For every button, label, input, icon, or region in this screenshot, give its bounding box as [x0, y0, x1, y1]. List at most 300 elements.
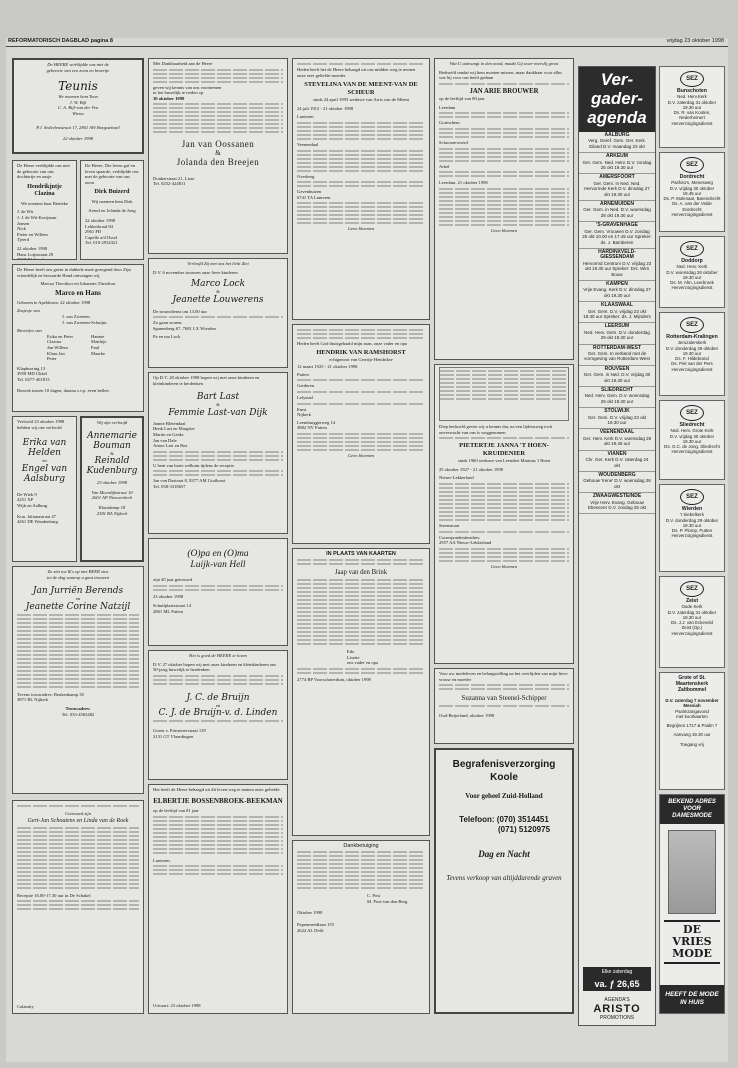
agenda-item-details: Ger. Gem. in Ned. D.V. vrijdag 30 okt 19.30 uur [583, 372, 651, 383]
text: Geen bloemen [490, 227, 518, 233]
address: Groen v. Prinstererstraat 139 [153, 728, 206, 734]
sez-line: 19.30 uur [682, 438, 702, 444]
sez-line: D.V. donderdag 29 oktober [665, 517, 719, 523]
text: Aanvang 19.30 uur [673, 732, 711, 738]
place: Schoonrewoerd [439, 140, 468, 146]
text: Pa en ma Lock [153, 333, 181, 339]
sez-line: D.V. zaterdag 31 oktober [667, 609, 717, 615]
agenda-item-details: Chr. Ger. Kerk D.V. zaterdag 24 okt [585, 457, 649, 468]
text: J. van Zweeten-Schuijm [62, 319, 107, 325]
notice-in-plaats-van-kaarten [292, 548, 430, 836]
text: sinds 24 april 1993 weduwe van Arris van de Meent [313, 97, 409, 103]
text: C. A. Bijl-van der Ven [57, 105, 99, 111]
company-name: Begrafenisverzorging Koole [452, 759, 556, 783]
name: Jaap van den Brink [334, 569, 388, 577]
text: Jan Willem [47, 344, 68, 350]
phone: Tel. 0477-401813 [17, 376, 50, 382]
text: sinds 1960 weduwe van Leendert Marinus 't Hoen [457, 458, 551, 464]
announcement-jan-jeanette [12, 566, 144, 794]
deceased-name: PIETERTJE JANNA 'T HOEN-KRUIDENIER [459, 442, 549, 458]
announcement-jan-jolanda [148, 58, 288, 254]
sez-line: Herverzoigingsdienst [671, 630, 713, 636]
text: D.V. zaterdag 7 november [665, 698, 719, 703]
name: Suzanna van Steenel-Schipper [461, 694, 547, 703]
title: (O)pa en (O)ma [187, 549, 249, 559]
text: Jannie Bleiendaal [153, 420, 186, 426]
address: Klapburring 13 [17, 365, 46, 371]
text: & [215, 149, 221, 158]
place: Veenendaal [297, 141, 319, 147]
address: 2624 AL Delft [297, 927, 324, 933]
text: Zo ziet uw Ik's op met BEER zien [47, 569, 109, 574]
date: Oktober 1998 [297, 910, 323, 916]
agenda-item-place: HARDINXVELD-GIESSENDAM [598, 248, 636, 261]
child-name: Hendrikjntje Clazina [27, 182, 62, 198]
address: Kon. Julianastraat 47 [17, 513, 56, 519]
agenda-item-details: Ned. Herv. Gem. D.V. woensdag 28 okt 19.30 uur [584, 393, 650, 404]
agenda-bottom-1: Elke zaterdag [583, 967, 651, 977]
announcement-teunis [12, 58, 144, 154]
date: 22 oktober 1998 [85, 218, 116, 224]
agenda-item-place: AALBURG [604, 132, 630, 138]
name: Jolanda den Breejen [176, 156, 260, 167]
text: ons vader en opa [347, 660, 378, 666]
text: Het is goed de HEERE te loven [189, 653, 247, 658]
text: Hannie [91, 333, 105, 339]
sez-logo-icon: SEZ [680, 489, 704, 505]
ad-de-vries-mode [659, 794, 725, 1014]
agenda-item [579, 302, 655, 323]
sez-line: Ds. R. van Kooten, Nederhemert [673, 110, 711, 121]
text: Op D.V. 28 oktober 1998 hopen wij met onze kinderen en kleinkinderen te herdenken [153, 375, 260, 386]
text: en [75, 596, 81, 602]
name: C. J. de Bruijn-v. d. Linden [158, 708, 278, 719]
sez-line: Ned. Herv. Kerk [676, 264, 708, 270]
text: U bent van harte welkom tijdens de receptie [153, 462, 234, 468]
announcement-erika-engel [12, 416, 77, 562]
sez-line: Herverzoigingsdienst [671, 120, 713, 126]
announcement-marco-hans [12, 264, 144, 412]
date: 22 oktober 1998 [62, 136, 94, 142]
agenda-item-place: ZWAAGWESTEINDE [592, 493, 642, 500]
name: Erika van Helden [22, 438, 67, 459]
place: Overberg [297, 173, 315, 179]
sez-line: Ds. P. Molenaar, Barendrecht [663, 196, 721, 202]
text: De Heere verblijdde ons met de geboorte van ons dochtertje en zusje [17, 163, 70, 180]
text: Zo gaan wonen: [153, 320, 183, 326]
address: Van Moerdijkstraat 10 [91, 489, 133, 495]
sez-announcement [659, 484, 725, 572]
place: Gorinchem [439, 120, 460, 126]
address: 6741 TA Lunteren [297, 194, 331, 200]
text: Arend en Jolanda de Jong [88, 208, 136, 214]
text: De Heere, Die leven gaf en leven spaarde, verblijdde ons met de geboorte van ons zoon [85, 163, 139, 185]
text: Tjeerd [17, 237, 29, 243]
sez-place: Dordrecht [679, 174, 705, 180]
obituary-hendrik [292, 324, 430, 544]
obituary-elbertje [148, 784, 288, 1014]
agenda-item-details: Ger. Gem. In verband met de vormgeving van Rotterdam-West [584, 351, 650, 362]
names: Gert-Jan Schoutens en Linda van de Roek [27, 817, 129, 824]
address: Hans Lotjustraat 29 [17, 251, 54, 257]
text: Jansen [17, 220, 30, 226]
name: Jeanette Louwerens [172, 294, 264, 305]
text: echtgenoot van Gerritje Hendrikse [329, 356, 393, 362]
text: tot de dag waarop u gaat trouwen [46, 574, 110, 580]
ad-zaltbommel [659, 672, 725, 790]
agenda-item [579, 323, 655, 344]
sez-line: Dordrecht [682, 206, 702, 212]
dates: 25 oktober 1927 - 21 oktober 1998 [439, 466, 504, 472]
agenda-item [579, 472, 655, 493]
child-names: Marco en Hans [55, 288, 101, 297]
phone: (071) 5120975 [497, 825, 551, 834]
address: Lekkerkraal 84 [85, 223, 113, 229]
agenda-item-place: ROTTERDAM-WEST [592, 344, 642, 351]
agenda-item-place: STOLWIJK [604, 408, 630, 415]
agenda-item-place: KLAASWAAL [601, 302, 633, 309]
agenda-item [579, 153, 655, 174]
text: We noemen hem Teun [58, 94, 98, 100]
text: De Heere heeft ons gezin in dubbele mate gezegend door Zijn vriendelijk en bewaarde Hand ontvangen wij [17, 267, 131, 278]
obituary-pietertje [434, 364, 574, 664]
text: Matthijs [91, 339, 107, 345]
text: J. de Wit [17, 209, 34, 215]
date: 23 oktober 1998 [153, 593, 184, 599]
phone: Tel. 0252-424811 [153, 181, 186, 187]
de-vries-logo: DE VRIES MODE [664, 920, 720, 964]
agenda-item-details: Vrije Evang. Kerk D.V. dinsdag 27 okt 19.30 uur [583, 287, 651, 298]
text: Oud-Beijerland, oktober 1998 [439, 713, 495, 719]
sez-line: Ds. P. Plomp, Putten [671, 528, 713, 534]
sez-line: Ds. M. Ahn, Leerbroek [670, 280, 714, 286]
deceased-name: HENDRIK VAN RAMSHORST [316, 348, 406, 356]
name: Jeanette Corine Natzijl [25, 601, 131, 612]
address: P.J. Sedeelenstraat 17, 2801 AW Borgsteïnsel [36, 124, 120, 130]
sez-line: Oude Kerk [681, 604, 703, 610]
agenda-item-details: Verg. Geref. Gem. Ger. Kerk. Eiland D.V. maandag 23 okt [587, 138, 647, 149]
agenda-item-place: SLIEDRECHT [601, 387, 633, 394]
obituary-stevelina [292, 58, 430, 320]
text: Tevens verkoop van altijddurende graven [446, 874, 562, 882]
address: Donkerstraat 21, Lisse [153, 175, 195, 181]
address: 2774 BP Voorschoterduin, oktober 1998 [297, 677, 371, 683]
text: Jan van Dale [153, 437, 177, 443]
header-rule [6, 46, 728, 47]
text: Peter [47, 356, 57, 362]
announcement-annemarie-reinald [80, 416, 144, 562]
text: Messiah [683, 703, 701, 709]
text: Met Dankbaarheid aan de Heere [153, 61, 213, 66]
name: Annemarie Bouman [87, 430, 137, 451]
text: en [42, 458, 47, 464]
agenda-item-place: 'S-GRAVENHAGE [596, 222, 638, 229]
place: Steenstraat [439, 522, 460, 528]
deceased-name: STEVELINA VAN DE MEENT-VAN DE SCHEUR [304, 81, 418, 97]
obituary-jan-arie-brouwer [434, 58, 574, 360]
section-title: Dankbetuiging [343, 843, 379, 849]
text: Ede [347, 649, 355, 655]
text: Voor uw medeleven en belangstelling na het overlijden van mijn lieve vrouw en moeder [439, 671, 568, 682]
text: D.V. 6 november trouwen onze lieve kinderen [153, 269, 238, 275]
agenda-item-details: Ned. Herv. Gem. D.V. donderdag 29 okt 19.30 uur [584, 329, 650, 341]
text: Het heeft de Heere behaagd uit dit leven weg te nemen onze geliefde [153, 787, 280, 792]
text: Begrijnen 1717 & Psalm 7 [666, 723, 718, 729]
text: Klaas Jan [47, 350, 65, 356]
agenda-item [579, 387, 655, 408]
text: & [216, 402, 220, 408]
phone: Telefoon: (070) 3514451 [459, 815, 549, 824]
text: J. van Zweeten [62, 313, 90, 319]
text: geboorte van een zoon en broertje [46, 67, 110, 73]
text: Verloofd 23 oktober 1998 hebben wij ons verloofd [17, 419, 65, 430]
agenda-item-place: WOUDENBERG [598, 471, 636, 478]
agenda-item [579, 366, 655, 387]
date: 23 oktober 1998 [96, 480, 128, 486]
sez-logo-icon: SEZ [680, 405, 704, 421]
text: Paul [91, 344, 100, 350]
text: De trouwdienst om 13.00 uur [153, 308, 207, 314]
agenda-item-place: AMERSFOORT [599, 174, 635, 181]
header-left: REFORMATORISCH DAGBLAD pagina 8 [8, 38, 113, 44]
text: Lunteren, [153, 857, 171, 863]
text: Clazina [47, 339, 62, 345]
agenda-item [579, 345, 655, 366]
announcement-bart-femmie [148, 372, 288, 534]
agenda-item [579, 201, 655, 222]
model-photo [668, 830, 716, 914]
sez-line: Herverzoigingsdienst [671, 285, 713, 291]
agenda-item-place: KAMPEN [606, 280, 628, 287]
agenda-item-details: Ger. Herv. Kerk D.V. woensdag 28 okt 19.45 uur [582, 435, 652, 447]
announcement-marco-jeanette [148, 258, 288, 368]
sez-line: Herverzoigingsdienst [671, 533, 713, 539]
sez-line: D.V. zaterdag 31 oktober [667, 99, 717, 105]
address: 3871 RL Nijkerk [17, 697, 49, 703]
text: in het huwelijk te treden op [153, 90, 204, 96]
text: We noemen haar Rieneke [21, 200, 68, 206]
agenda-item-details: Hervormd Centrum D.V. vrijdag 23 okt 19.30 uur Spreker: Drs. Wim Bouw [582, 260, 652, 277]
text: zijn 40 jaar getrouwd [153, 577, 193, 582]
aristo-logo: ARISTO [593, 1003, 641, 1015]
text: Psalmzangavond [675, 708, 709, 714]
deceased-name: ELBERTJE BOSSENBROEK-BEEKMAN [153, 796, 283, 805]
text: Wij noemen hem Dirk [91, 198, 133, 204]
agenda-item [579, 281, 655, 302]
text: Henk Last en Margriet [153, 426, 195, 432]
place: Arkel [439, 163, 450, 169]
sez-line: D.V. donderdag 29 oktober [665, 345, 719, 351]
agenda-item [579, 249, 655, 281]
phone: Tel. 038-3318657 [153, 483, 186, 489]
agenda-title: Ver-gader-agenda [579, 67, 655, 132]
address: 2961 PD [85, 229, 102, 235]
sez-logo-icon: SEZ [680, 581, 704, 597]
text: Toegang vrij [680, 741, 704, 747]
agenda-item [579, 451, 655, 472]
announcement-de-bruijn [148, 650, 288, 780]
announcement-getrouwd [12, 800, 144, 1014]
sez-place: Doddorp [681, 258, 703, 264]
place: Lelystad [297, 394, 313, 400]
name: Jan van Oossanen [181, 139, 255, 150]
text: en [215, 702, 221, 708]
section-title: IN PLAATS VAN KAARTEN [326, 551, 396, 557]
date: 30 oktober 1998 [153, 95, 185, 101]
address: Jan van Dastraat 8, 8377 AM Grafhorst [153, 478, 226, 484]
address: Leemburggerweg 14 [297, 419, 336, 425]
address: Papenmeedlaan 155 [297, 922, 334, 928]
agenda-item-place: ARNEMUIDEN [600, 201, 634, 208]
sez-logo-icon: SEZ [680, 157, 704, 173]
agenda-item [579, 222, 655, 249]
text: & [110, 450, 114, 456]
sez-line: D.V. woensdag 28 oktober [666, 269, 718, 275]
agenda-item-details: Ger. Gem. in Ned. Ned. Hervormde Kerk D.V. dinsdag 27 okt 19.30 uur [584, 180, 650, 197]
text: Heden heeft God thuisgehaald mijn man, onze vader en opa [297, 341, 407, 346]
sez-logo-icon: SEZ [680, 71, 704, 87]
sez-line: Ds. Piet van der Pers [671, 361, 713, 367]
agenda-item-place: ROUVEEN [604, 365, 630, 372]
address: Wijk en Aalburg [17, 502, 48, 508]
text: Anton Last en Bea [153, 443, 188, 449]
sez-line: Ds. F. Hildebrand [675, 356, 709, 362]
sez-line: Herverzoigingsdienst [671, 212, 713, 218]
text: Wiena [72, 110, 84, 116]
sez-line: Ds. J.J. van Eckeveld [671, 620, 713, 626]
text: Bedroefd omdat wij hem moeten missen, maar dankbaar voor alles wat hij voor ons heeft gedaan [439, 69, 562, 81]
agenda-item-details: Ger. Gem. in Ned. D.V. woensdag 28 okt 19.30 uur [583, 207, 651, 218]
sez-announcement [659, 66, 725, 148]
child-name: Dirk Buizerd [94, 188, 130, 196]
place: Nieuw-Lekkerland [439, 475, 474, 481]
text: met koorkaarten [676, 713, 708, 719]
sez-line: Ned. Herv. Grote Kerk [670, 428, 714, 434]
text: Uitvaart: 23 oktober 1998 [153, 1003, 201, 1009]
sez-line: Jeruzalemkerk [677, 340, 707, 346]
sez-line: Ds. A. van der Velde [672, 201, 712, 207]
sez-line: 19.30 uur [682, 522, 702, 528]
child-name: Teunis [58, 79, 98, 94]
address: Klaaskamp 18 [98, 504, 126, 510]
sez-logo-icon: SEZ [680, 241, 704, 257]
agenda-item [579, 408, 655, 429]
vergaderagenda [578, 66, 656, 1026]
text: Geen bloemen [490, 563, 518, 569]
name: Bart Last [196, 392, 240, 403]
text: J. J. de Wit-Kortjman [17, 214, 57, 220]
sez-line: 19.30 uur [682, 274, 702, 280]
place: Emst [297, 406, 307, 412]
text: Marcus Theodoor en Johannes Theodoor [40, 281, 116, 287]
text: op de leeftijd van 81 jaar [153, 808, 199, 814]
text: De HEERE verblijdde ons met de [47, 62, 109, 67]
tagline: Voor geheel Zuid-Holland [465, 792, 543, 800]
text: D.V. 27 oktober hopen wij met onze kinderen en kleinkinderen ons 50-jarig huwelijk te herdenken [153, 661, 277, 673]
address: 3131 GT Vlaardingen [153, 733, 194, 739]
agenda-item-details: Ger. Gem. Ned. Herv. D.V. zondag 25 okt 19.30 uur [582, 159, 652, 171]
text: Verloofd Zij met ons het licht Ziet [187, 261, 249, 266]
phone: Tel. 033-4565482 [61, 711, 95, 717]
agenda-item [579, 493, 655, 514]
text: Broertjes van [17, 328, 42, 334]
text: Maarke [91, 350, 106, 356]
text: & [216, 289, 220, 295]
place: Putten [297, 371, 309, 377]
address: 2867 BJ Gouda [17, 257, 46, 260]
text: Pieter en Willem [17, 231, 48, 237]
ad-header: BEKEND ADRES VOOR DAMESMODE [660, 795, 724, 824]
place: Gevenhuizen [297, 189, 322, 195]
address: Schuilplaatsstraat 14 [153, 603, 192, 609]
sez-line: Ned. Herv.Kerk [677, 94, 707, 100]
text: Bezoek tussen 10 dagen, daarna s.v.p. even bellen [17, 387, 109, 393]
agenda-item [579, 174, 655, 201]
sez-place: Bunschoten [677, 88, 707, 94]
text: Diep bedroefd geven wij u kennis dat, na een lijdensweg toch onverwacht van ons is weggenomen [439, 424, 553, 435]
address: 3958 MD Ukkel [17, 371, 48, 377]
name: Jan Jurriën Berends [32, 586, 124, 597]
agenda-item-details: Ger. Gem. D.V. vrijdag 23 okt 19.30 uur [587, 414, 647, 426]
name: Reinald Kudenburg [86, 456, 138, 477]
place: Lunteren [297, 114, 314, 120]
name: C. Post [367, 893, 381, 899]
address: 4261 DE Wandenburg [17, 519, 58, 525]
sez-logo-icon: SEZ [680, 317, 704, 333]
sez-place: Sliedrecht [679, 422, 705, 428]
text: Correspondentieadres: [439, 534, 481, 540]
address: Tevens trouwadres: Beukenkamp 35 [17, 691, 84, 697]
deceased-name: JAN ARIE BROUWER [469, 87, 539, 95]
sez-line: Pasfoto's, Menesweg [671, 180, 713, 186]
sez-line: Zeist (Op.) [681, 625, 703, 631]
name: Femmie Last-van Dijk [168, 407, 268, 418]
header-right: vrijdag 23 oktober 1998 [666, 38, 724, 44]
text: Dag en Nacht [478, 849, 530, 859]
agenda-item-place: VIANEN [607, 450, 627, 457]
sez-announcement [659, 152, 725, 232]
text: J. W. Bijl [69, 99, 87, 105]
name: Marco Lock [190, 279, 246, 290]
address: De Wiek 9 [17, 491, 37, 497]
place: Leerdam [439, 104, 456, 110]
address: 2861 ML Putten [153, 608, 183, 614]
sez-line: D.V. vrijdag 30 oktober [669, 433, 715, 439]
sez-place: Zeist [685, 598, 699, 604]
text: Heden heeft het de Heere behaagd uit ons midden weg te nemen onze zeer geliefde moeder [297, 67, 416, 78]
text: Geen bloemen [347, 452, 375, 458]
text: Erika en Peter [47, 333, 74, 339]
agenda-item-details: Ger. Gem. D.V. vrijdag 23 okt 19.30 uur Spreker: ds. J. Mijnders [583, 308, 651, 319]
sez-line: 19.30 uur [682, 350, 702, 356]
notice-dankbetuiging [292, 840, 430, 1014]
text: Nick [17, 226, 26, 232]
sez-announcement [659, 576, 725, 668]
text: Getrouwd zijn [65, 811, 91, 816]
agenda-item-details: Ger. Gem. Vrouwen D.V. zondag 25 okt 10.00 en 17.45 uur Spreker: ds. J. Bamberen [582, 228, 652, 245]
place: Nijkerk [297, 412, 312, 418]
name: J. C. de Bruijn [186, 692, 250, 703]
sez-line: 't Siebelkerk [680, 512, 704, 518]
name: Engel van Aalsburg [21, 463, 68, 484]
title: Grote of St. Maartenskerk Zaltbommel [675, 675, 709, 693]
place: Garderen [297, 383, 315, 389]
sez-line: Herverzoigingsdienst [671, 449, 713, 455]
text: Lisette [347, 654, 360, 660]
text: Receptie 16.00-17.30 uur in De Schakel [17, 892, 91, 898]
agenda-bottom-5: PROMOTIONS [599, 1015, 635, 1021]
calamity-label: Calamity [17, 1004, 34, 1010]
